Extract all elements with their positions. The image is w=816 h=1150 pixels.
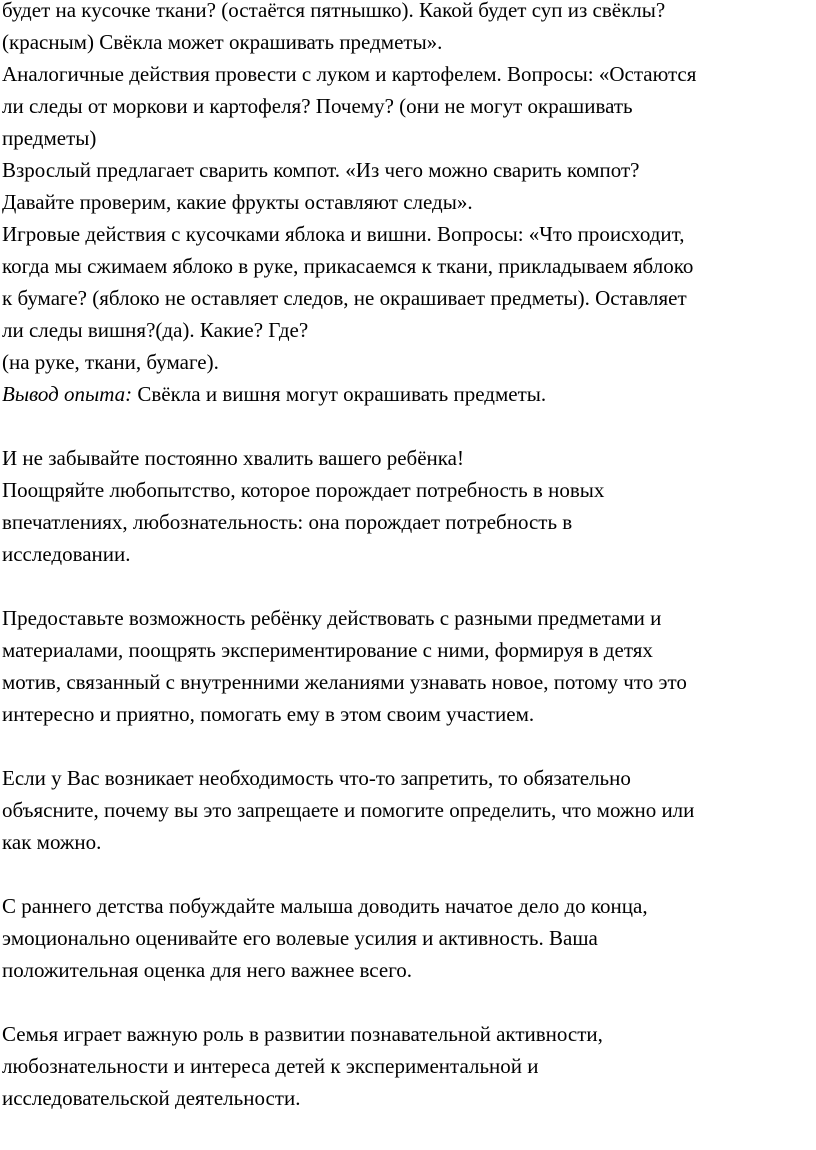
text-line: любознательности и интереса детей к экспериментальной и xyxy=(2,1054,539,1078)
conclusion-line xyxy=(2,378,816,410)
text-line: предметы) xyxy=(2,126,97,150)
text-line: ли следы от моркови и картофеля? Почему? (они не могут окрашивать xyxy=(2,94,633,118)
paragraph-spacer xyxy=(2,410,816,442)
text-line: эмоционально оценивайте его волевые усилия и активность. Ваша xyxy=(2,926,598,950)
text-line: Поощряйте любопытство, которое порождает потребность в новых xyxy=(2,478,605,502)
text-line: (на руке, ткани, бумаге). xyxy=(2,350,219,374)
text-line: положительная оценка для него важнее всего. xyxy=(2,958,413,982)
praise-paragraph xyxy=(2,442,816,570)
praise-line: И не забывайте постоянно хвалить вашего ребёнка! xyxy=(2,446,464,470)
text-line: Если у Вас возникает необходимость что-то запретить, то обязательно xyxy=(2,766,631,790)
paragraph-spacer xyxy=(2,730,816,762)
family-paragraph xyxy=(2,1018,816,1114)
text-line: (красным) Свёкла может окрашивать предметы». xyxy=(2,30,443,54)
text-line: Аналогичные действия провести с луком и картофелем. Вопросы: «Остаются xyxy=(2,62,697,86)
text-line: ли следы вишня?(да). Какие? Где? xyxy=(2,318,309,342)
opportunity-paragraph xyxy=(2,602,816,730)
text-line: к бумаге? (яблоко не оставляет следов, не окрашивает предметы). Оставляет xyxy=(2,286,687,310)
paragraph-spacer xyxy=(2,858,816,890)
conclusion-text: Свёкла и вишня могут окрашивать предметы. xyxy=(132,382,547,406)
text-line: как можно. xyxy=(2,830,102,854)
text-line: материалами, поощрять экспериментирование с ними, формируя в детях xyxy=(2,638,653,662)
text-line: когда мы сжимаем яблоко в руке, прикасаемся к ткани, прикладываем яблоко xyxy=(2,254,694,278)
paragraph-spacer xyxy=(2,570,816,602)
text-line: Семья играет важную роль в развитии познавательной активности, xyxy=(2,1022,603,1046)
text-line: мотив, связанный с внутренними желаниями узнавать новое, потому что это xyxy=(2,670,687,694)
text-line: впечатлениях, любознательность: она порождает потребность в xyxy=(2,510,573,534)
text-line: Взрослый предлагает сварить компот. «Из чего можно сварить компот? xyxy=(2,158,640,182)
childhood-paragraph xyxy=(2,890,816,986)
text-line: Давайте проверим, какие фрукты оставляют следы». xyxy=(2,190,473,214)
prohibit-paragraph xyxy=(2,762,816,858)
text-line: Предоставьте возможность ребёнку действовать с разными предметами и xyxy=(2,606,662,630)
text-line: исследовании. xyxy=(2,542,131,566)
conclusion-label: Вывод опыта: xyxy=(2,382,133,406)
experiment-paragraph xyxy=(2,0,816,410)
text-line: будет на кусочке ткани? (остаётся пятнышко). Какой будет суп из свёклы? xyxy=(2,0,666,22)
text-line: исследовательской деятельности. xyxy=(2,1086,301,1110)
text-line: С раннего детства побуждайте малыша доводить начатое дело до конца, xyxy=(2,894,648,918)
text-line: Игровые действия с кусочками яблока и вишни. Вопросы: «Что происходит, xyxy=(2,222,685,246)
text-line: интересно и приятно, помогать ему в этом своим участием. xyxy=(2,702,535,726)
text-line: объясните, почему вы это запрещаете и помогите определить, что можно или xyxy=(2,798,695,822)
paragraph-spacer xyxy=(2,986,816,1018)
